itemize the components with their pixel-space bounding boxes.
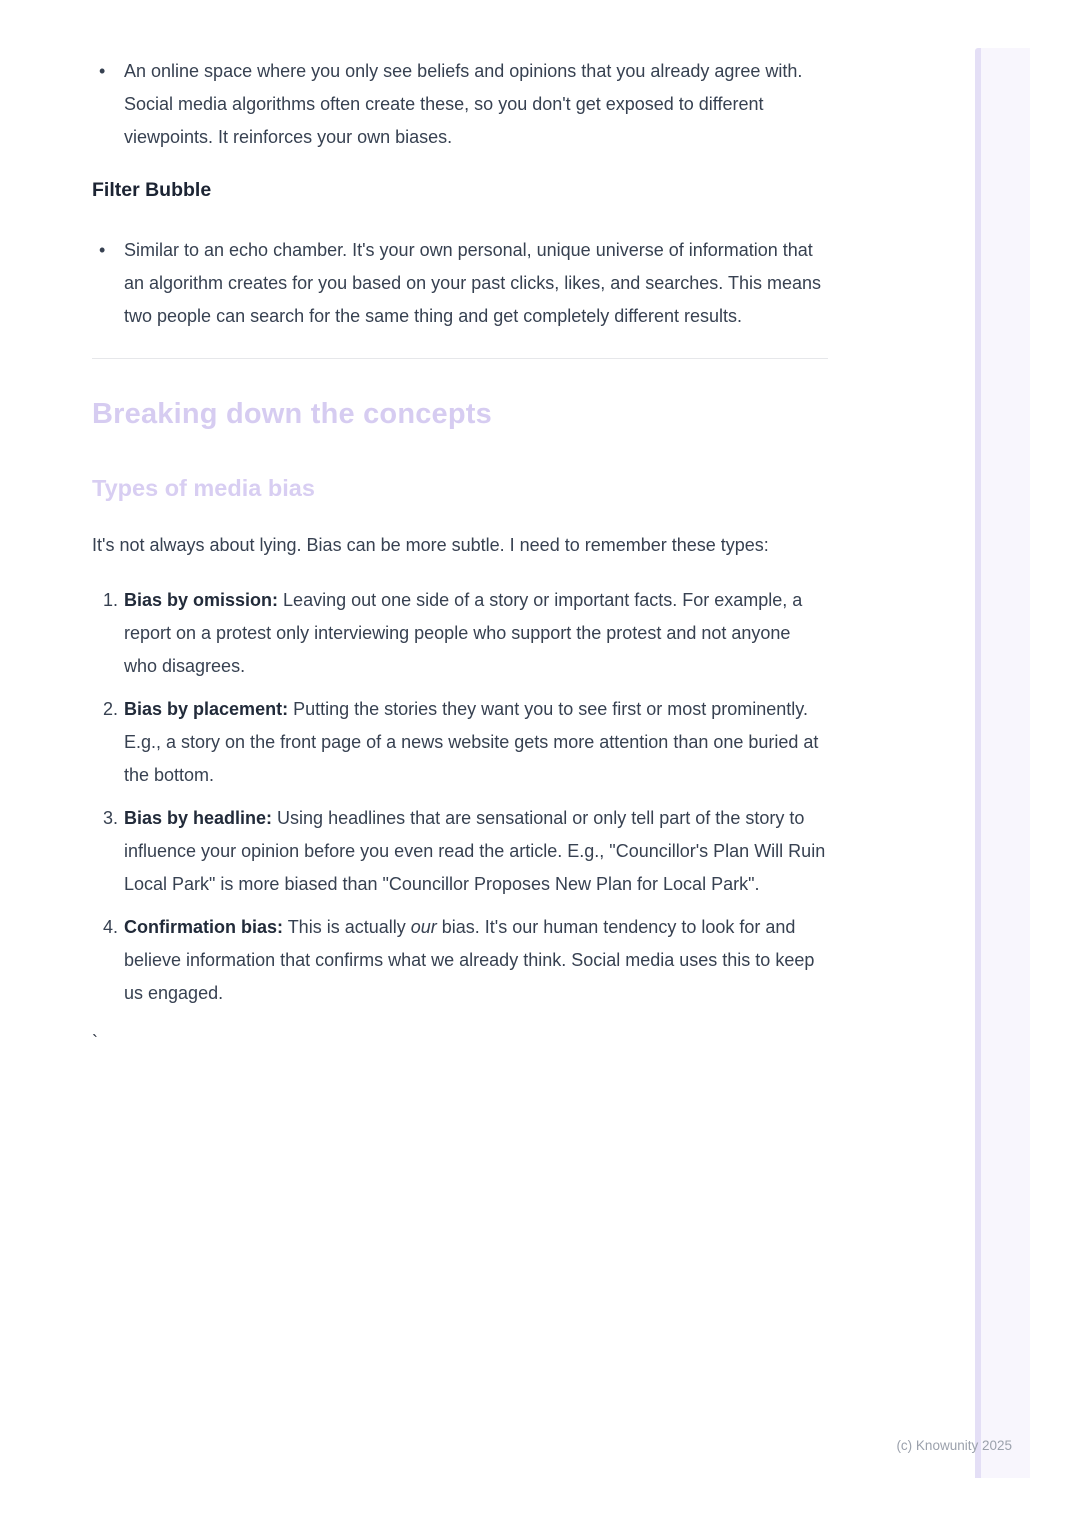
list-number: 1.	[102, 590, 118, 610]
bullet-text: Similar to an echo chamber. It's your own personal, unique universe of information that an algorithm creates for you based on your past clicks, likes, and searches. This means two people can search for the same thing and get completely different results.	[124, 240, 822, 326]
list-item-bias-by-headline	[92, 802, 828, 901]
echo-chamber-bullet-list	[92, 55, 828, 154]
list-item-label: Bias by headline:	[124, 808, 273, 828]
list-item-confirmation-bias	[92, 911, 828, 1010]
list-number: 4.	[102, 917, 118, 937]
list-item-text: Using headlines that are sensational or only tell part of the story to influence your opinion before you even read the article. E.g., "Councillor's Plan Will Ruin Local Park" is more biased than "Councillor Proposes New Plan for Local Park".	[124, 808, 826, 894]
bullet-text: An online space where you only see beliefs and opinions that you already agree with. Social media algorithms often create these, so you don't get exposed to different viewpoints. It reinforces your own biases.	[124, 61, 803, 147]
stray-backtick-character: `	[92, 1032, 98, 1052]
list-item	[92, 55, 828, 154]
bullet-icon: •	[99, 61, 106, 81]
list-item-text: This is actually	[283, 917, 411, 937]
list-item-bias-by-placement	[92, 693, 828, 792]
list-item-text: Putting the stories they want you to see first or most prominently. E.g., a story on the front page of a news website gets more attention than one buried at the bottom.	[124, 699, 819, 785]
list-item-italic-text: our	[410, 917, 437, 937]
next-page-edge-strip	[975, 48, 1030, 1478]
list-item-label: Bias by omission:	[124, 590, 279, 610]
intro-paragraph: It's not always about lying. Bias can be more subtle. I need to remember these types:	[92, 535, 769, 555]
filter-bubble-heading: Filter Bubble	[92, 179, 212, 201]
sub-section-heading: Types of media bias	[92, 475, 315, 501]
list-item-label: Bias by placement:	[124, 699, 289, 719]
list-item-bias-by-omission	[92, 584, 828, 683]
list-item-text: bias. It's our human tendency to look for and believe information that confirms what we already think. Social media uses this to keep us engaged.	[124, 917, 815, 1003]
copyright-text: (c) Knowunity 2025	[896, 1438, 1012, 1453]
list-number: 2.	[102, 699, 118, 719]
list-item-text: Leaving out one side of a story or important facts. For example, a report on a protest only interviewing people who support the protest and not anyone who disagrees.	[124, 590, 803, 676]
list-item	[92, 234, 828, 333]
section-divider	[92, 358, 828, 359]
list-item-label: Confirmation bias:	[124, 917, 284, 937]
document-content	[92, 0, 828, 1059]
bullet-icon: •	[99, 240, 106, 260]
section-heading: Breaking down the concepts	[92, 398, 492, 430]
list-number: 3.	[102, 808, 118, 828]
filter-bubble-bullet-list	[92, 234, 828, 333]
media-bias-numbered-list	[92, 584, 828, 1010]
